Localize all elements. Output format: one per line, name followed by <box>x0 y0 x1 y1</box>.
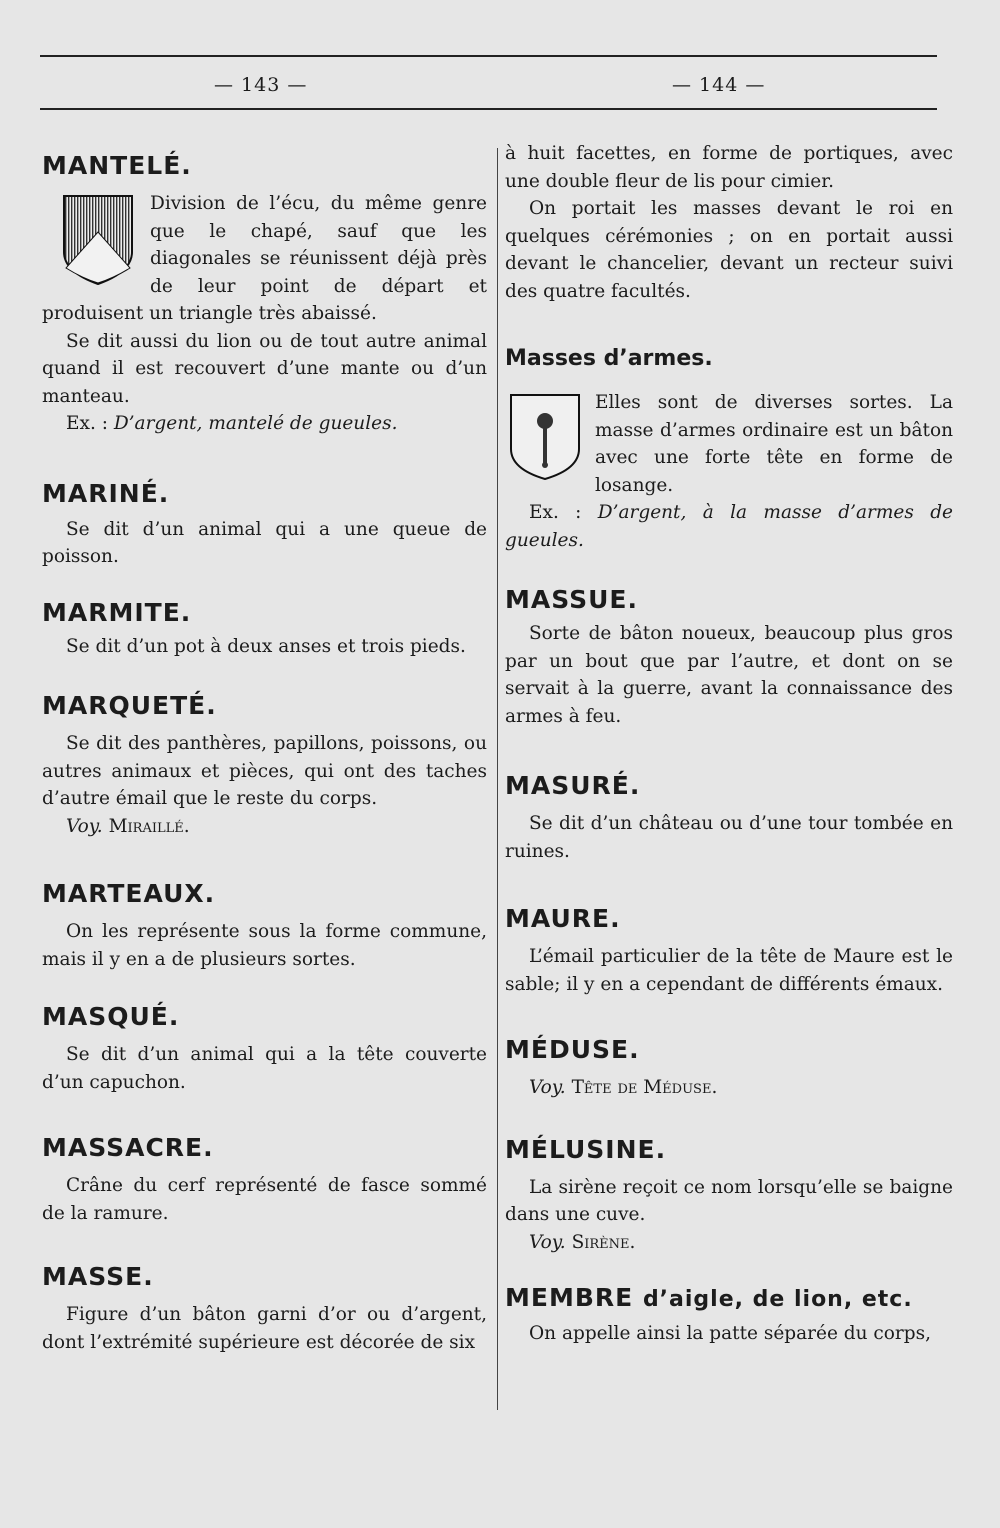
entry-title: MASURÉ. <box>505 771 641 800</box>
entry-text: Figure d’un bâton garni d’or ou d’argent, dont l’extrémité supérieure est décorée de six <box>42 1304 487 1353</box>
entry-text: On les représente sous la forme commune, mais il y en a de plusieurs sortes. <box>42 921 487 970</box>
entry-text-2: Se dit aussi du lion ou de tout autre animal quand il est recouvert d’une mante ou d’un manteau. <box>42 330 487 407</box>
entry-masque <box>42 1001 487 1096</box>
page-number-left: — 143 — <box>214 74 308 96</box>
entry-title: MASSE. <box>42 1262 154 1291</box>
entry-masure <box>505 770 953 865</box>
entry-title: MANTELÉ. <box>42 151 192 180</box>
entry-example: Ex. : D’argent, mantelé de gueules. <box>66 413 398 434</box>
entry-title: MARMITE. <box>42 597 192 627</box>
entry-text: Sorte de bâton noueux, beaucoup plus gros par un bout que par l’autre, et dont on se servait à la guerre, avant la connaissance des armes à feu. <box>505 623 953 727</box>
entry-example: Ex. : D’argent, à la masse d’armes de gueules. <box>505 502 953 551</box>
entry-maure <box>505 903 953 998</box>
shield-masse-armes-icon <box>509 393 581 481</box>
left-column <box>42 150 487 1356</box>
entry-text: L’émail particulier de la tête de Maure est le sable; il y en a cependant de différents émaux. <box>505 946 953 995</box>
entry-crossref: Voy. Sirène. <box>529 1231 636 1253</box>
entry-mantele <box>42 150 487 438</box>
entry-title: MASSUE. <box>505 585 638 614</box>
entry-text: Se dit d’un animal qui a une queue de poisson. <box>42 518 487 567</box>
shield-mantele-icon <box>62 194 134 286</box>
top-rule <box>40 55 937 57</box>
entry-title: MARTEAUX. <box>42 879 216 908</box>
entry-marteaux <box>42 878 487 973</box>
entry-text: Crâne du cerf représenté de fasce sommé de la ramure. <box>42 1175 487 1224</box>
entry-massacre <box>42 1132 487 1227</box>
entry-text: Division de l’écu, du même genre que le chapé, sauf que les diagonales se réunissent déjà près de leur point de départ et produisent un triangle très abaissé. <box>42 193 487 324</box>
entry-title: MEMBRE d’aigle, de lion, etc. <box>505 1283 913 1312</box>
entry-masse-continued <box>505 140 953 305</box>
entry-title: Masses d’armes. <box>505 346 713 371</box>
entry-crossref: Voy. Miraillé. <box>66 815 190 837</box>
entry-text: Elles sont de diverses sortes. La masse d’armes ordinaire est un bâton avec une forte tête en forme de losange. <box>595 392 953 496</box>
entry-title: MARQUETÉ. <box>42 691 217 720</box>
right-column <box>505 140 953 1348</box>
entry-meduse <box>505 1034 953 1102</box>
entry-title: MÉLUSINE. <box>505 1134 667 1164</box>
column-divider <box>497 148 498 1410</box>
entry-text-2: On portait les masses devant le roi en quelques cérémonies ; on en portait aussi devant le chancelier, devant un recteur suivi des quatre facultés. <box>505 198 953 302</box>
entry-title: MÉDUSE. <box>505 1035 640 1064</box>
entry-masse <box>42 1261 487 1356</box>
entry-text: Se dit d’un château ou d’une tour tombée en ruines. <box>505 813 953 862</box>
entry-marmite <box>42 597 487 661</box>
entry-text: Se dit des panthères, papillons, poissons, ou autres animaux et pièces, qui ont des taches d’autre émail que le reste du corps. <box>42 733 487 809</box>
header-rule <box>40 108 937 110</box>
entry-masses-armes <box>505 343 953 554</box>
entry-title: MAURE. <box>505 904 621 933</box>
entry-massue <box>505 584 953 730</box>
page-number-right: — 144 — <box>672 74 766 96</box>
entry-text: Se dit d’un pot à deux anses et trois pieds. <box>66 635 466 657</box>
entry-text: On appelle ainsi la patte séparée du corps, <box>529 1323 931 1344</box>
entry-marine <box>42 478 487 571</box>
entry-membre <box>505 1282 953 1348</box>
entry-text: La sirène reçoit ce nom lorsqu’elle se baigne dans une cuve. <box>505 1176 953 1225</box>
entry-title: MASSACRE. <box>42 1133 214 1162</box>
entry-marquete <box>42 690 487 840</box>
entry-crossref: Voy. Tête de Méduse. <box>529 1077 718 1098</box>
entry-title: MASQUÉ. <box>42 1002 180 1031</box>
entry-title: MARINÉ. <box>42 478 170 508</box>
entry-text: à huit facettes, en forme de portiques, avec une double fleur de lis pour cimier. <box>505 143 953 192</box>
entry-melusine <box>505 1134 953 1257</box>
entry-text: Se dit d’un animal qui a la tête couverte d’un capuchon. <box>42 1044 487 1093</box>
